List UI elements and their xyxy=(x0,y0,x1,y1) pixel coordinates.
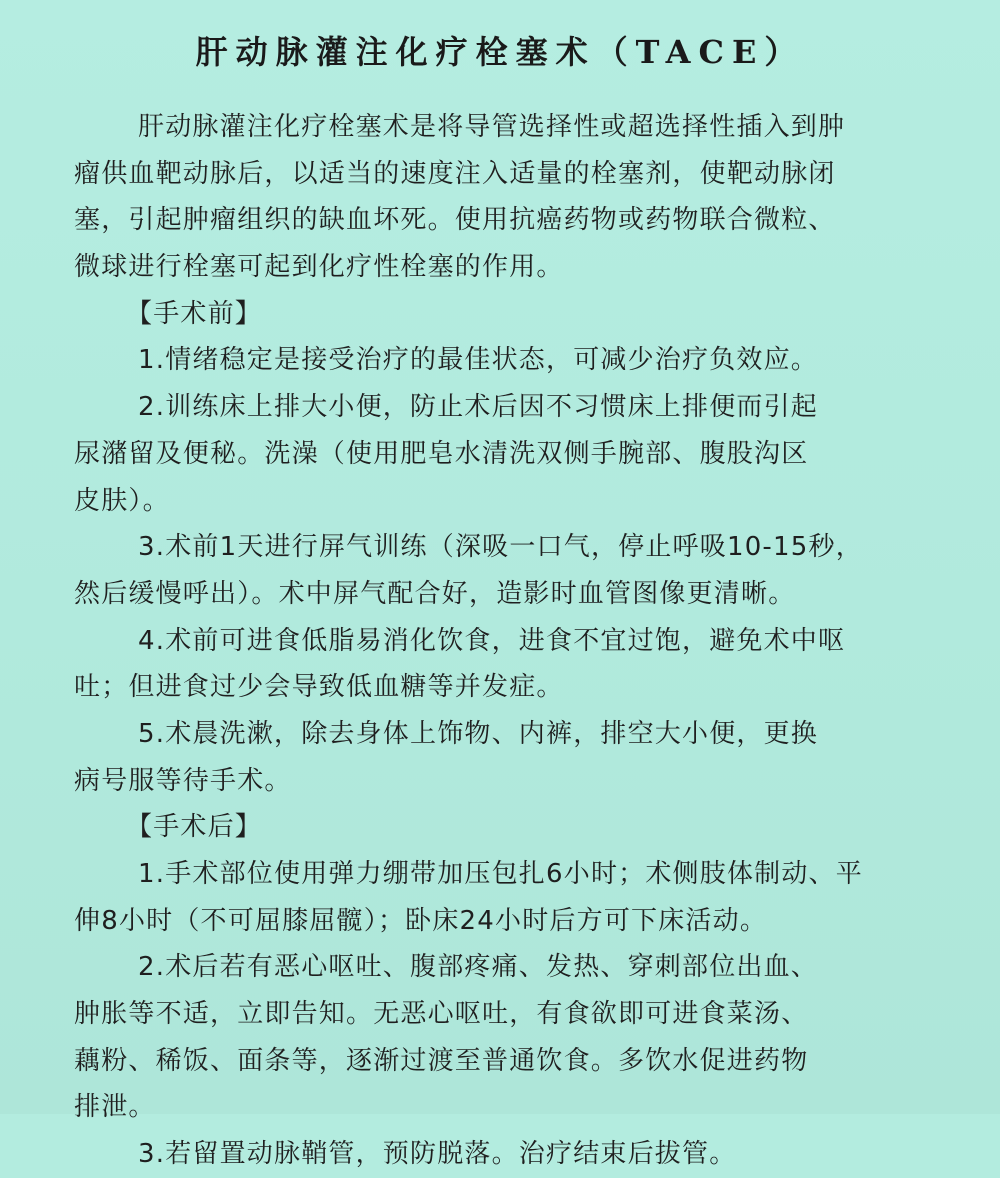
text-line: 伸8小时（不可屈膝屈髋）；卧床24小时后方可下床活动。 xyxy=(74,905,768,936)
paragraph xyxy=(74,524,940,617)
paragraph xyxy=(74,711,940,804)
document-title: 肝动脉灌注化疗栓塞术（TACE） xyxy=(195,33,805,71)
text-line: 3.术前1天进行屏气训练（深吸一口气，停止呼吸10-15秒， xyxy=(138,532,863,563)
section-heading-text: 【手术后】 xyxy=(126,812,263,843)
text-line: 尿潴留及便秘。洗澡（使用肥皂水清洗双侧手腕部、腹股沟区 xyxy=(74,438,809,469)
text-line: 然后缓慢呼出）。术中屏气配合好，造影时血管图像更清晰。 xyxy=(74,578,796,609)
paragraph xyxy=(74,944,940,1131)
text-line: 2.术后若有恶心呕吐、腹部疼痛、发热、穿刺部位出血、 xyxy=(138,952,819,983)
paragraph xyxy=(74,851,940,944)
paragraph xyxy=(74,337,940,384)
text-line: 微球进行栓塞可起到化疗性栓塞的作用。 xyxy=(74,252,564,283)
text-line: 1.手术部位使用弹力绷带加压包扎6小时；术侧肢体制动、平 xyxy=(138,859,863,889)
section-heading xyxy=(74,804,940,851)
text-line: 皮肤）。 xyxy=(74,485,170,516)
section-heading xyxy=(74,291,940,338)
text-line: 病号服等待手术。 xyxy=(74,765,292,796)
text-line: 1.情绪稳定是接受治疗的最佳状态，可减少治疗负效应。 xyxy=(138,345,819,376)
text-line: 吐；但进食过少会导致低血糖等并发症。 xyxy=(74,672,564,703)
text-line: 5.术晨洗漱，除去身体上饰物、内裤，排空大小便，更换 xyxy=(138,718,819,749)
section-heading-text: 【手术前】 xyxy=(126,298,263,329)
paragraph xyxy=(74,1131,940,1178)
text-line: 藕粉、稀饭、面条等，逐渐过渡至普通饮食。多饮水促进药物 xyxy=(74,1045,809,1076)
text-line: 塞，引起肿瘤组织的缺血坏死。使用抗癌药物或药物联合微粒、 xyxy=(74,205,836,236)
paragraph xyxy=(74,104,940,291)
text-line: 肿胀等不适，立即告知。无恶心呕吐，有食欲即可进食菜汤、 xyxy=(74,999,809,1030)
text-line: 肝动脉灌注化疗栓塞术是将导管选择性或超选择性插入到肿 xyxy=(138,112,846,142)
text-line: 2.训练床上排大小便，防止术后因不习惯床上排便而引起 xyxy=(138,392,819,423)
paragraph xyxy=(74,618,940,711)
text-line: 3.若留置动脉鞘管，预防脱落。治疗结束后拔管。 xyxy=(138,1139,737,1170)
text-line: 4.术前可进食低脂易消化饮食，进食不宜过饱，避免术中呕 xyxy=(138,625,846,656)
text-line: 瘤供血靶动脉后，以适当的速度注入适量的栓塞剂，使靶动脉闭 xyxy=(74,158,836,189)
document-body xyxy=(74,104,940,1178)
paragraph xyxy=(74,384,940,524)
text-line: 排泄。 xyxy=(74,1092,156,1123)
